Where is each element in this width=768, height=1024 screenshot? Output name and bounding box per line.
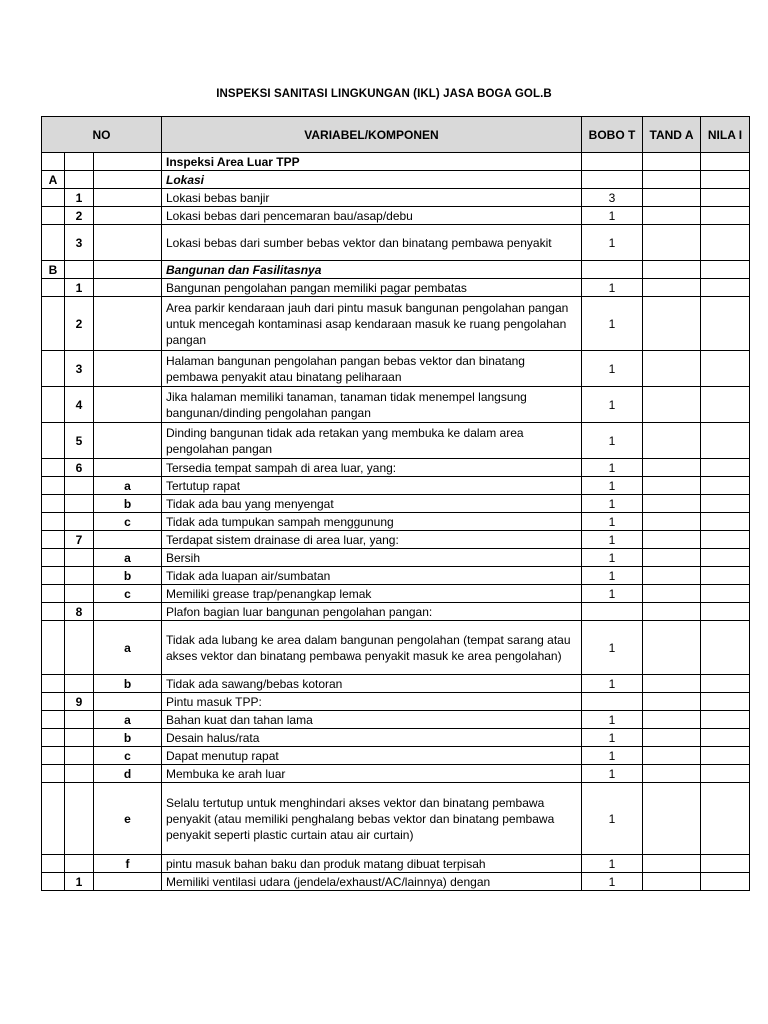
table-row: [42, 495, 750, 513]
cell-nilai: [701, 531, 750, 549]
cell-component: Tidak ada tumpukan sampah menggunung: [162, 513, 582, 531]
cell-section: [42, 477, 65, 495]
cell-bobot: 1: [582, 225, 643, 261]
cell-component: Lokasi bebas dari pencemaran bau/asap/debu: [162, 207, 582, 225]
cell-nilai: [701, 459, 750, 477]
cell-nilai: [701, 675, 750, 693]
cell-component: Halaman bangunan pengolahan pangan bebas vektor dan binatang pembawa penyakit atau binatang peliharaan: [162, 351, 582, 387]
cell-number: [65, 171, 94, 189]
cell-subletter: a: [94, 621, 162, 675]
cell-number: [65, 549, 94, 567]
cell-tanda: [643, 459, 701, 477]
table-row: [42, 783, 750, 855]
cell-section: [42, 783, 65, 855]
cell-tanda: [643, 531, 701, 549]
cell-component: Bersih: [162, 549, 582, 567]
cell-component: Membuka ke arah luar: [162, 765, 582, 783]
cell-section: [42, 693, 65, 711]
cell-bobot: 1: [582, 477, 643, 495]
cell-number: [65, 153, 94, 171]
cell-bobot: 1: [582, 567, 643, 585]
cell-bobot: 1: [582, 711, 643, 729]
cell-number: [65, 729, 94, 747]
cell-number: 2: [65, 207, 94, 225]
cell-subletter: [94, 603, 162, 621]
cell-bobot: 3: [582, 189, 643, 207]
cell-section: [42, 459, 65, 477]
cell-component: Jika halaman memiliki tanaman, tanaman tidak menempel langsung bangunan/dinding pengolahan pangan: [162, 387, 582, 423]
cell-bobot: [582, 171, 643, 189]
cell-subletter: b: [94, 567, 162, 585]
cell-subletter: b: [94, 675, 162, 693]
cell-bobot: 1: [582, 549, 643, 567]
cell-tanda: [643, 729, 701, 747]
header-tanda: TAND A: [643, 117, 701, 153]
cell-subletter: [94, 351, 162, 387]
table-row: [42, 621, 750, 675]
cell-tanda: [643, 153, 701, 171]
cell-bobot: 1: [582, 207, 643, 225]
cell-nilai: [701, 603, 750, 621]
cell-nilai: [701, 585, 750, 603]
cell-nilai: [701, 729, 750, 747]
table-row: [42, 423, 750, 459]
cell-subletter: [94, 225, 162, 261]
cell-section: [42, 873, 65, 891]
table-body: [42, 153, 750, 891]
cell-nilai: [701, 387, 750, 423]
cell-number: [65, 585, 94, 603]
table-row: [42, 711, 750, 729]
cell-nilai: [701, 549, 750, 567]
cell-component: Tertutup rapat: [162, 477, 582, 495]
header-bobot: BOBO T: [582, 117, 643, 153]
table-row: [42, 855, 750, 873]
cell-component: Dapat menutup rapat: [162, 747, 582, 765]
cell-nilai: [701, 711, 750, 729]
cell-section: B: [42, 261, 65, 279]
table-row: [42, 387, 750, 423]
cell-component: Terdapat sistem drainase di area luar, yang:: [162, 531, 582, 549]
cell-nilai: [701, 621, 750, 675]
cell-subletter: c: [94, 747, 162, 765]
cell-subletter: [94, 153, 162, 171]
cell-nilai: [701, 423, 750, 459]
cell-number: [65, 675, 94, 693]
cell-section: [42, 351, 65, 387]
cell-tanda: [643, 549, 701, 567]
cell-tanda: [643, 297, 701, 351]
cell-nilai: [701, 189, 750, 207]
cell-tanda: [643, 765, 701, 783]
table-row: [42, 567, 750, 585]
cell-section: [42, 207, 65, 225]
cell-section: [42, 549, 65, 567]
cell-nilai: [701, 279, 750, 297]
cell-tanda: [643, 513, 701, 531]
cell-bobot: [582, 153, 643, 171]
cell-number: [65, 621, 94, 675]
cell-number: [65, 711, 94, 729]
cell-tanda: [643, 387, 701, 423]
table-row: [42, 225, 750, 261]
cell-bobot: 1: [582, 459, 643, 477]
cell-bobot: 1: [582, 783, 643, 855]
cell-bobot: 1: [582, 423, 643, 459]
cell-nilai: [701, 225, 750, 261]
cell-section: A: [42, 171, 65, 189]
cell-section: [42, 585, 65, 603]
table-row: [42, 189, 750, 207]
cell-number: [65, 783, 94, 855]
cell-component: Inspeksi Area Luar TPP: [162, 153, 582, 171]
cell-section: [42, 711, 65, 729]
cell-number: [65, 261, 94, 279]
cell-bobot: 1: [582, 873, 643, 891]
cell-subletter: [94, 873, 162, 891]
cell-nilai: [701, 567, 750, 585]
cell-bobot: 1: [582, 387, 643, 423]
cell-number: 1: [65, 279, 94, 297]
header-variabel: VARIABEL/KOMPONEN: [162, 117, 582, 153]
cell-tanda: [643, 711, 701, 729]
cell-section: [42, 855, 65, 873]
cell-subletter: [94, 459, 162, 477]
document-title: INSPEKSI SANITASI LINGKUNGAN (IKL) JASA BOGA GOL.B: [216, 88, 552, 100]
cell-component: Tidak ada bau yang menyengat: [162, 495, 582, 513]
cell-number: 2: [65, 297, 94, 351]
cell-subletter: a: [94, 477, 162, 495]
cell-tanda: [643, 567, 701, 585]
cell-bobot: 1: [582, 531, 643, 549]
cell-subletter: [94, 189, 162, 207]
table-row: [42, 585, 750, 603]
cell-section: [42, 297, 65, 351]
cell-bobot: 1: [582, 495, 643, 513]
cell-tanda: [643, 225, 701, 261]
cell-subletter: [94, 693, 162, 711]
cell-subletter: b: [94, 495, 162, 513]
table-row: [42, 351, 750, 387]
table-row: [42, 675, 750, 693]
cell-component: Pintu masuk TPP:: [162, 693, 582, 711]
cell-subletter: e: [94, 783, 162, 855]
cell-bobot: 1: [582, 279, 643, 297]
cell-section: [42, 567, 65, 585]
cell-component: Desain halus/rata: [162, 729, 582, 747]
cell-number: [65, 855, 94, 873]
cell-section: [42, 225, 65, 261]
cell-component: Lokasi bebas banjir: [162, 189, 582, 207]
cell-nilai: [701, 495, 750, 513]
cell-section: [42, 279, 65, 297]
cell-nilai: [701, 693, 750, 711]
header-nilai: NILA I: [701, 117, 750, 153]
cell-section: [42, 729, 65, 747]
cell-section: [42, 603, 65, 621]
cell-bobot: 1: [582, 585, 643, 603]
cell-tanda: [643, 261, 701, 279]
table-row: [42, 603, 750, 621]
cell-tanda: [643, 207, 701, 225]
cell-nilai: [701, 261, 750, 279]
table-row: [42, 747, 750, 765]
cell-tanda: [643, 783, 701, 855]
cell-number: [65, 567, 94, 585]
cell-bobot: 1: [582, 513, 643, 531]
cell-tanda: [643, 585, 701, 603]
cell-number: [65, 495, 94, 513]
cell-tanda: [643, 603, 701, 621]
cell-component: Tidak ada sawang/bebas kotoran: [162, 675, 582, 693]
cell-section: [42, 495, 65, 513]
cell-component: Memiliki grease trap/penangkap lemak: [162, 585, 582, 603]
table-row: [42, 549, 750, 567]
cell-nilai: [701, 873, 750, 891]
cell-nilai: [701, 747, 750, 765]
cell-tanda: [643, 621, 701, 675]
cell-number: 1: [65, 189, 94, 207]
cell-component: Lokasi: [162, 171, 582, 189]
cell-number: [65, 747, 94, 765]
inspection-table: [41, 116, 750, 891]
cell-number: 6: [65, 459, 94, 477]
cell-tanda: [643, 423, 701, 459]
cell-tanda: [643, 351, 701, 387]
cell-section: [42, 765, 65, 783]
cell-subletter: [94, 207, 162, 225]
cell-component: Tersedia tempat sampah di area luar, yang:: [162, 459, 582, 477]
cell-number: 5: [65, 423, 94, 459]
cell-nilai: [701, 513, 750, 531]
cell-tanda: [643, 873, 701, 891]
table-row: [42, 873, 750, 891]
cell-section: [42, 621, 65, 675]
cell-subletter: c: [94, 513, 162, 531]
cell-component: Area parkir kendaraan jauh dari pintu masuk bangunan pengolahan pangan untuk mencegah kontaminasi asap kendaraan masuk ke ruang pengolahan pangan: [162, 297, 582, 351]
cell-component: Bangunan dan Fasilitasnya: [162, 261, 582, 279]
cell-number: 7: [65, 531, 94, 549]
cell-bobot: 1: [582, 747, 643, 765]
cell-component: Lokasi bebas dari sumber bebas vektor dan binatang pembawa penyakit: [162, 225, 582, 261]
cell-nilai: [701, 765, 750, 783]
table-row: [42, 765, 750, 783]
cell-tanda: [643, 693, 701, 711]
cell-component: Plafon bagian luar bangunan pengolahan pangan:: [162, 603, 582, 621]
cell-number: [65, 477, 94, 495]
table-row: [42, 693, 750, 711]
cell-number: 4: [65, 387, 94, 423]
cell-bobot: 1: [582, 675, 643, 693]
cell-bobot: 1: [582, 765, 643, 783]
cell-component: Tidak ada luapan air/sumbatan: [162, 567, 582, 585]
table-row: [42, 297, 750, 351]
cell-tanda: [643, 171, 701, 189]
cell-tanda: [643, 855, 701, 873]
cell-subletter: f: [94, 855, 162, 873]
cell-section: [42, 531, 65, 549]
cell-bobot: [582, 693, 643, 711]
cell-subletter: c: [94, 585, 162, 603]
cell-subletter: d: [94, 765, 162, 783]
cell-nilai: [701, 351, 750, 387]
cell-component: Memiliki ventilasi udara (jendela/exhaust/AC/lainnya) dengan: [162, 873, 582, 891]
cell-nilai: [701, 477, 750, 495]
cell-nilai: [701, 171, 750, 189]
cell-subletter: [94, 387, 162, 423]
cell-tanda: [643, 477, 701, 495]
cell-subletter: [94, 531, 162, 549]
cell-component: Tidak ada lubang ke area dalam bangunan pengolahan (tempat sarang atau akses vektor dan binatang pembawa penyakit masuk ke area pengolahan): [162, 621, 582, 675]
table-row: [42, 513, 750, 531]
cell-number: 1: [65, 873, 94, 891]
header-no: NO: [42, 117, 162, 153]
table-row: [42, 531, 750, 549]
cell-number: [65, 513, 94, 531]
cell-subletter: [94, 279, 162, 297]
cell-component: pintu masuk bahan baku dan produk matang dibuat terpisah: [162, 855, 582, 873]
cell-section: [42, 153, 65, 171]
table-row: [42, 207, 750, 225]
cell-subletter: a: [94, 549, 162, 567]
cell-section: [42, 747, 65, 765]
cell-number: [65, 765, 94, 783]
cell-subletter: a: [94, 711, 162, 729]
cell-bobot: [582, 603, 643, 621]
cell-component: Bangunan pengolahan pangan memiliki pagar pembatas: [162, 279, 582, 297]
cell-subletter: [94, 297, 162, 351]
cell-number: 3: [65, 351, 94, 387]
table-row: [42, 729, 750, 747]
cell-subletter: [94, 423, 162, 459]
cell-section: [42, 387, 65, 423]
cell-component: Bahan kuat dan tahan lama: [162, 711, 582, 729]
cell-component: Selalu tertutup untuk menghindari akses vektor dan binatang pembawa penyakit (atau memiliki penghalang bebas vektor dan binatang pembawa penyakit seperti plastic curtain atau air curtain): [162, 783, 582, 855]
table-row: [42, 261, 750, 279]
cell-bobot: 1: [582, 351, 643, 387]
cell-section: [42, 675, 65, 693]
cell-tanda: [643, 675, 701, 693]
cell-nilai: [701, 297, 750, 351]
cell-subletter: b: [94, 729, 162, 747]
cell-tanda: [643, 189, 701, 207]
cell-nilai: [701, 855, 750, 873]
cell-nilai: [701, 783, 750, 855]
cell-number: 8: [65, 603, 94, 621]
cell-component: Dinding bangunan tidak ada retakan yang membuka ke dalam area pengolahan pangan: [162, 423, 582, 459]
cell-bobot: [582, 261, 643, 279]
cell-tanda: [643, 747, 701, 765]
cell-subletter: [94, 171, 162, 189]
cell-tanda: [643, 495, 701, 513]
cell-subletter: [94, 261, 162, 279]
cell-section: [42, 189, 65, 207]
cell-bobot: 1: [582, 855, 643, 873]
cell-tanda: [643, 279, 701, 297]
cell-number: 9: [65, 693, 94, 711]
cell-nilai: [701, 207, 750, 225]
table-row: [42, 477, 750, 495]
cell-number: 3: [65, 225, 94, 261]
cell-bobot: 1: [582, 297, 643, 351]
table-row: [42, 153, 750, 171]
cell-bobot: 1: [582, 729, 643, 747]
table-row: [42, 459, 750, 477]
cell-section: [42, 423, 65, 459]
table-row: [42, 279, 750, 297]
cell-nilai: [701, 153, 750, 171]
cell-section: [42, 513, 65, 531]
cell-bobot: 1: [582, 621, 643, 675]
table-row: [42, 171, 750, 189]
